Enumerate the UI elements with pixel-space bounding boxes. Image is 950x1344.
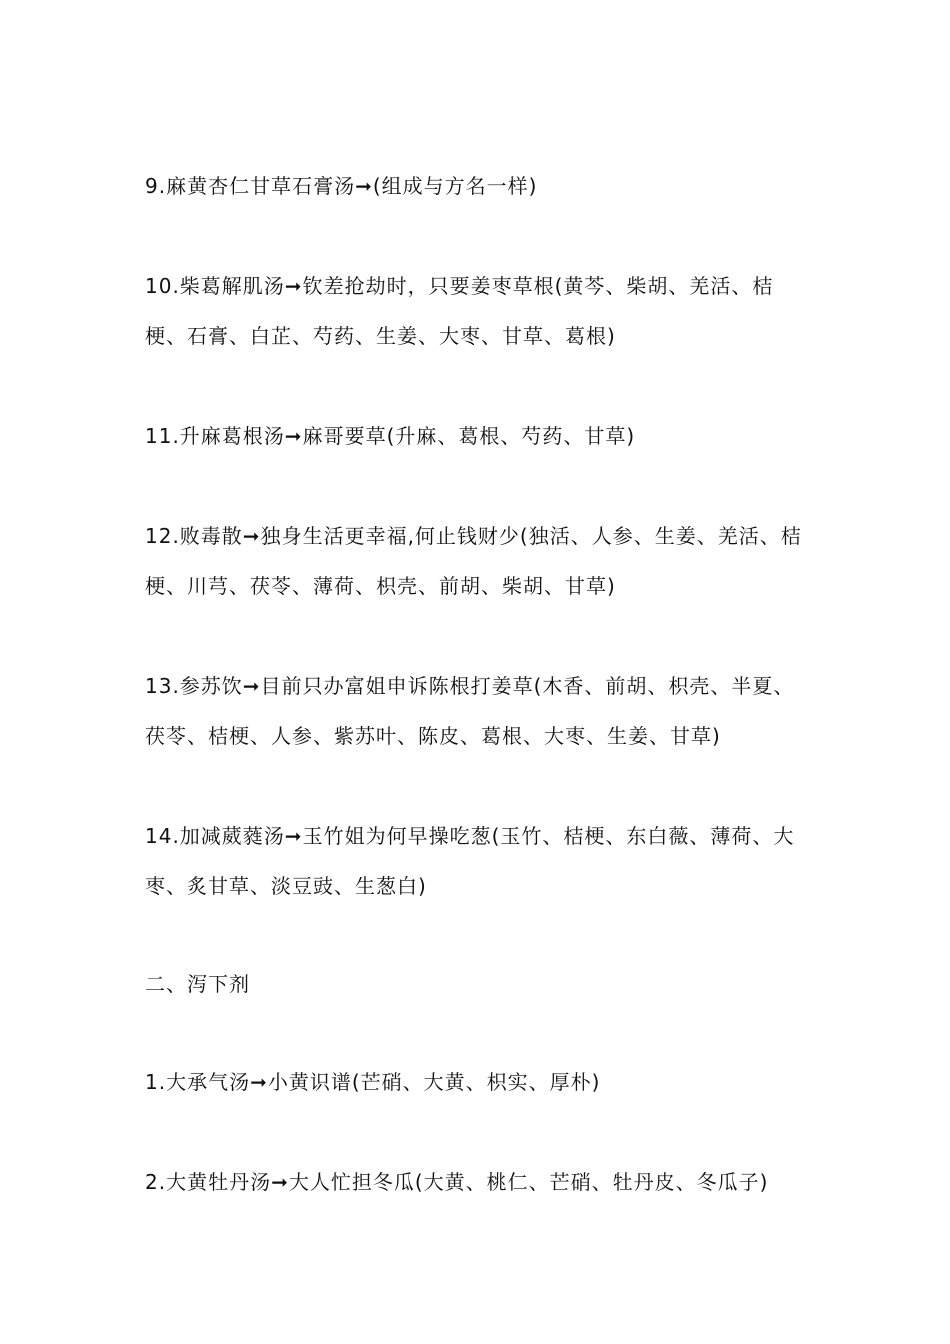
- formula-item-10: 10.柴葛解肌汤➞钦差抢劫时，只要姜枣草根(黄芩、柴胡、羌活、桔梗、石膏、白芷、芍药、生姜、大枣、甘草、葛根): [145, 274, 774, 348]
- section-heading: 二、泻下剂: [145, 972, 250, 996]
- formula-item-11: 11.升麻葛根汤➞麻哥要草(升麻、葛根、芍药、甘草): [145, 424, 636, 448]
- formula-item-2: 2.大黄牡丹汤➞大人忙担冬瓜(大黄、桃仁、芒硝、牡丹皮、冬瓜子): [145, 1170, 769, 1194]
- formula-item-9: 9.麻黄杏仁甘草石膏汤➞(组成与方名一样): [145, 174, 538, 198]
- formula-item-13: 13.参苏饮➞目前只办富姐申诉陈根打姜草(木香、前胡、枳壳、半夏、茯苓、桔梗、人参、紫苏叶、陈皮、葛根、大枣、生姜、甘草): [145, 674, 795, 748]
- formula-item-1: 1.大承气汤➞小黄识谱(芒硝、大黄、枳实、厚朴): [145, 1070, 601, 1094]
- formula-item-14: 14.加减葳蕤汤➞玉竹姐为何早操吃葱(玉竹、桔梗、东白薇、薄荷、大枣、炙甘草、淡豆豉、生葱白): [145, 824, 795, 898]
- formula-item-12: 12.败毒散➞独身生活更幸福,何止钱财少(独活、人参、生姜、羌活、桔梗、川芎、茯苓、薄荷、枳壳、前胡、柴胡、甘草): [145, 524, 802, 598]
